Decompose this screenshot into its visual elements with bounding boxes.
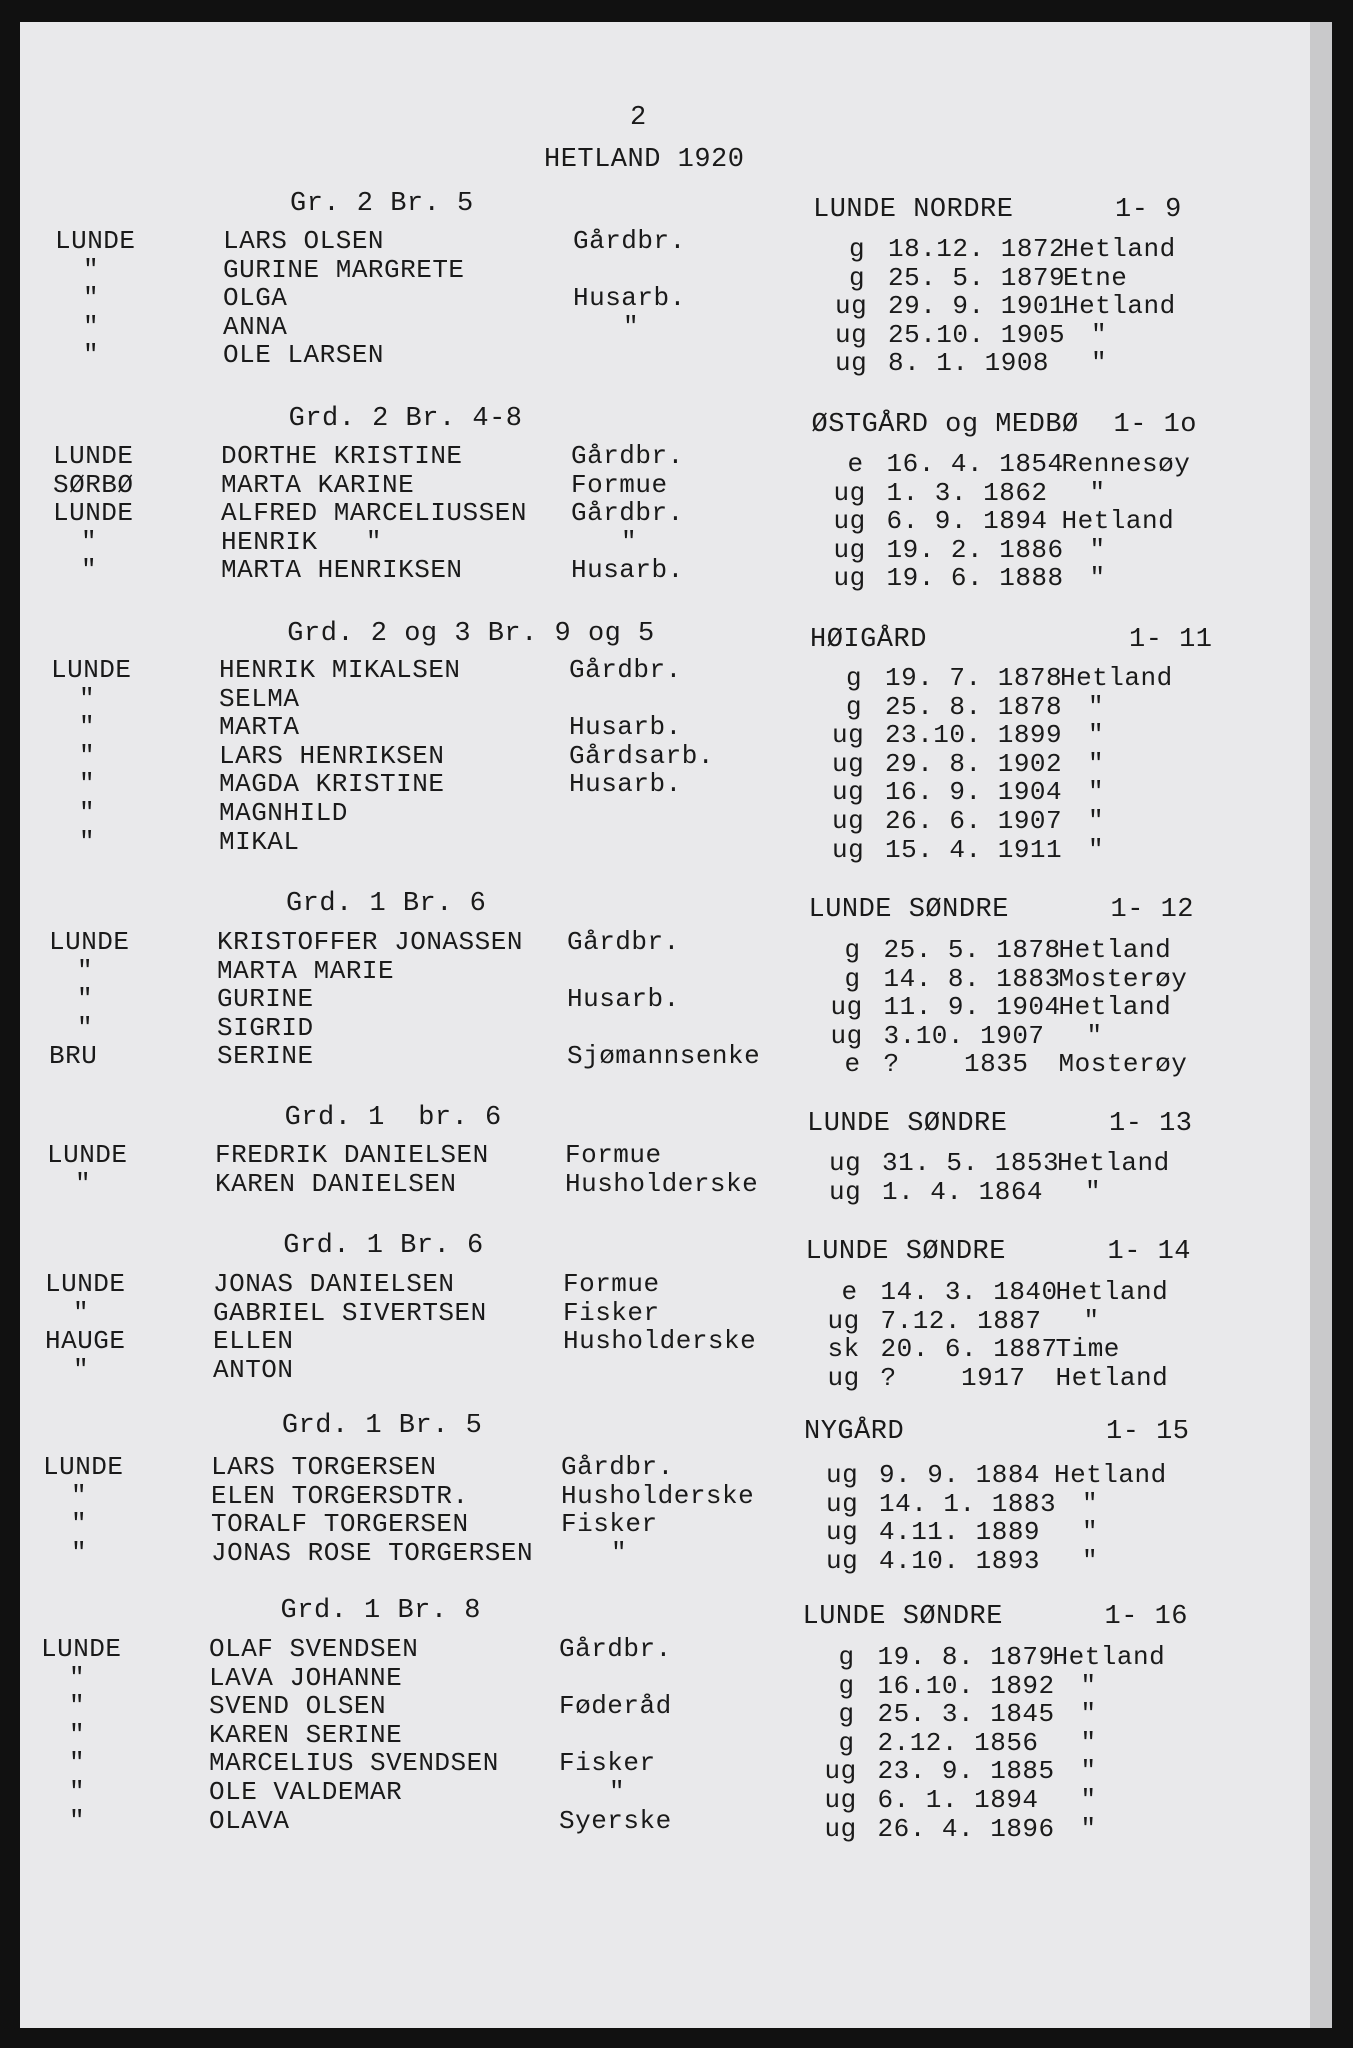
row-surname: ": [79, 740, 96, 771]
row-marital-status: e: [844, 1049, 861, 1080]
row-surname: ": [79, 798, 96, 828]
row-birth-place: ": [1089, 563, 1106, 594]
row-marital-status: ug: [826, 1545, 859, 1576]
row-name: MAGDA KRISTINE: [219, 769, 445, 800]
row-marital-status: ug: [833, 477, 866, 508]
row-occupation: ": [623, 311, 640, 342]
row-surname: LUNDE: [51, 655, 132, 685]
row-birth-place: ": [1088, 777, 1105, 808]
document-page: [20, 22, 1332, 2028]
row-surname: LUNDE: [55, 226, 136, 256]
row-surname: LUNDE: [49, 927, 130, 957]
row-marital-status: ug: [827, 1305, 860, 1336]
group-register-ref: Grd. 1 Br. 6: [285, 889, 487, 919]
row-occupation: Gårdbr.: [571, 498, 684, 529]
row-marital-status: g: [849, 262, 866, 293]
row-name: KAREN DANIELSEN: [215, 1168, 457, 1199]
row-birth-date: 29. 8. 1902: [885, 748, 1063, 779]
row-birth-place: ": [1080, 1756, 1097, 1787]
group-farm-name: NYGÅRD: [804, 1417, 905, 1447]
row-name: GURINE MARGRETE: [223, 254, 465, 285]
row-birth-date: 20. 6. 1887: [880, 1334, 1058, 1365]
row-name: MARTA HENRIKSEN: [221, 555, 463, 586]
row-surname: ": [81, 555, 98, 586]
row-marital-status: ug: [832, 806, 865, 836]
row-birth-place: ": [1080, 1813, 1097, 1844]
row-marital-status: g: [846, 663, 863, 693]
row-occupation: Gårdbr.: [561, 1452, 674, 1482]
row-marital-status: ug: [824, 1813, 857, 1844]
row-birth-place: ": [1088, 806, 1105, 836]
row-name: MARTA KARINE: [221, 469, 415, 500]
row-birth-date: ? 1917: [880, 1362, 1026, 1393]
row-marital-status: e: [841, 1277, 858, 1307]
row-birth-place: Mosterøy: [1058, 963, 1188, 994]
row-marital-status: e: [847, 449, 864, 479]
row-birth-date: 4.11. 1889: [879, 1517, 1041, 1548]
group-farm-name: LUNDE SØNDRE: [808, 895, 1009, 925]
row-marital-status: g: [838, 1727, 855, 1758]
row-birth-place: Hetland: [1063, 234, 1176, 264]
row-marital-status: g: [844, 963, 861, 994]
row-name: SIGRID: [217, 1012, 314, 1043]
row-name: JONAS ROSE TORGERSEN: [211, 1537, 534, 1568]
row-birth-place: ": [1091, 319, 1108, 350]
row-birth-date: 16. 9. 1904: [885, 777, 1063, 808]
row-name: OLE VALDEMAR: [209, 1777, 403, 1807]
row-surname: LUNDE: [43, 1452, 124, 1482]
row-birth-date: 14. 1. 1883: [879, 1488, 1057, 1519]
row-surname: HAUGE: [45, 1326, 126, 1357]
row-surname: ": [79, 826, 96, 857]
row-birth-date: 6. 9. 1894: [886, 506, 1048, 537]
row-surname: ": [69, 1777, 86, 1807]
row-marital-status: ug: [832, 748, 865, 779]
row-name: OLAVA: [209, 1805, 290, 1836]
row-occupation: Gårdbr.: [569, 655, 682, 685]
row-birth-date: 26. 4. 1896: [877, 1813, 1055, 1844]
group-farm-name: ØSTGÅRD og MEDBØ: [811, 410, 1079, 440]
row-marital-status: ug: [833, 534, 866, 565]
row-birth-date: 19. 8. 1879: [877, 1642, 1055, 1672]
row-name: OLGA: [223, 283, 288, 314]
group-farm-number: 1- 9: [1115, 195, 1182, 225]
row-birth-place: ": [1088, 691, 1105, 722]
row-birth-date: 2.12. 1856: [877, 1727, 1039, 1758]
row-birth-date: 19. 2. 1886: [886, 534, 1064, 565]
row-name: MAGNHILD: [219, 798, 348, 828]
row-surname: ": [81, 526, 98, 557]
row-birth-place: ": [1085, 1176, 1102, 1207]
row-surname: ": [69, 1805, 86, 1836]
row-birth-date: 8. 1. 1908: [888, 348, 1050, 379]
row-name: ANNA: [223, 311, 288, 342]
row-birth-place: ": [1080, 1785, 1097, 1815]
row-occupation: Gårdbr.: [567, 927, 680, 957]
row-birth-place: Hetland: [1058, 992, 1172, 1023]
row-birth-date: 25. 5. 1879: [888, 262, 1066, 293]
row-name: TORALF TORGERSEN: [211, 1509, 469, 1540]
row-marital-status: ug: [835, 319, 868, 350]
row-name: KRISTOFFER JONASSEN: [217, 927, 523, 957]
group-farm-name: HØIGÅRD: [810, 625, 927, 655]
row-marital-status: g: [838, 1699, 855, 1730]
row-marital-status: ug: [824, 1785, 857, 1815]
group-farm-name: LUNDE SØNDRE: [807, 1109, 1008, 1139]
row-marital-status: ug: [833, 563, 866, 594]
group-farm-number: 1- 14: [1107, 1237, 1192, 1267]
row-birth-place: Mosterøy: [1058, 1049, 1188, 1080]
row-surname: BRU: [49, 1041, 98, 1072]
row-name: MARCELIUS SVENDSEN: [209, 1748, 499, 1779]
row-birth-place: Hetland: [1052, 1642, 1166, 1672]
row-name: GABRIEL SIVERTSEN: [213, 1297, 487, 1328]
row-occupation: ": [611, 1537, 628, 1568]
row-surname: ": [77, 955, 94, 986]
row-surname: ": [79, 683, 96, 714]
row-marital-status: ug: [826, 1488, 859, 1519]
row-occupation: Husarb.: [573, 283, 686, 314]
row-surname: ": [69, 1691, 86, 1722]
row-surname: ": [69, 1748, 86, 1779]
group-register-ref: Grd. 1 br. 6: [284, 1103, 502, 1133]
row-surname: LUNDE: [41, 1634, 122, 1664]
row-birth-place: ": [1088, 720, 1105, 751]
row-name: SVEND OLSEN: [209, 1691, 387, 1722]
row-name: JONAS DANIELSEN: [213, 1269, 455, 1299]
row-birth-place: ": [1082, 1545, 1099, 1576]
row-occupation: Fisker: [563, 1297, 660, 1328]
row-name: DORTHE KRISTINE: [221, 441, 463, 471]
row-marital-status: ug: [824, 1756, 857, 1787]
row-birth-date: 1. 3. 1862: [886, 477, 1048, 508]
row-occupation: Gårdbr.: [559, 1634, 672, 1664]
row-birth-place: Hetland: [1055, 1362, 1169, 1393]
group-farm-number: 1- 11: [1129, 625, 1213, 655]
row-birth-place: ": [1082, 1517, 1099, 1548]
row-surname: SØRBØ: [53, 469, 134, 500]
row-birth-date: 6. 1. 1894: [877, 1785, 1039, 1815]
row-marital-status: ug: [829, 1176, 862, 1207]
row-birth-place: ": [1080, 1670, 1097, 1701]
row-occupation: Husarb.: [571, 555, 684, 586]
row-name: MARTA MARIE: [217, 955, 395, 986]
row-name: HENRIK ": [221, 526, 383, 557]
row-surname: ": [77, 1012, 94, 1043]
row-birth-date: 25. 3. 1845: [877, 1699, 1055, 1730]
row-surname: LUNDE: [47, 1140, 128, 1170]
row-name: LAVA JOHANNE: [209, 1662, 403, 1693]
row-occupation: Gårdbr.: [571, 441, 684, 471]
group-farm-name: LUNDE SØNDRE: [802, 1602, 1003, 1632]
row-name: OLAF SVENDSEN: [209, 1634, 419, 1664]
row-surname: ": [71, 1537, 88, 1568]
row-occupation: ": [621, 526, 638, 557]
row-birth-date: 29. 9. 1901: [888, 291, 1066, 322]
row-surname: ": [83, 340, 100, 371]
row-surname: ": [83, 283, 100, 314]
row-marital-status: g: [838, 1670, 855, 1701]
row-birth-date: 15. 4. 1911: [885, 834, 1063, 865]
row-birth-place: ": [1080, 1727, 1097, 1758]
row-surname: ": [75, 1168, 92, 1199]
group-farm-name: LUNDE NORDRE: [813, 195, 1014, 225]
row-birth-date: 19. 6. 1888: [886, 563, 1064, 594]
row-occupation: Formue: [571, 469, 668, 500]
row-birth-place: Hetland: [1055, 1277, 1169, 1307]
row-name: ALFRED MARCELIUSSEN: [221, 498, 527, 529]
row-marital-status: g: [838, 1642, 855, 1672]
row-surname: ": [73, 1354, 90, 1385]
row-surname: ": [83, 254, 100, 285]
group-register-ref: Grd. 1 Br. 8: [280, 1596, 481, 1626]
group-farm-number: 1- 13: [1109, 1109, 1193, 1139]
row-occupation: Husarb.: [567, 984, 680, 1015]
row-marital-status: ug: [826, 1460, 859, 1490]
row-marital-status: ug: [835, 291, 868, 322]
row-birth-date: 26. 6. 1907: [885, 806, 1063, 836]
row-birth-place: ": [1088, 834, 1105, 865]
row-birth-date: 25.10. 1905: [888, 319, 1066, 350]
row-surname: ": [69, 1662, 86, 1693]
row-birth-date: 1. 4. 1864: [882, 1176, 1044, 1207]
row-birth-place: ": [1091, 348, 1108, 379]
group-register-ref: Grd. 2 Br. 4-8: [288, 404, 523, 434]
row-surname: ": [69, 1719, 86, 1750]
row-marital-status: ug: [833, 506, 866, 537]
row-surname: ": [71, 1480, 88, 1511]
row-surname: LUNDE: [53, 441, 134, 471]
row-birth-place: Hetland: [1061, 506, 1175, 537]
row-occupation: Gårdsarb.: [569, 740, 714, 771]
row-occupation: Husholderske: [563, 1326, 757, 1357]
row-birth-date: 18.12. 1872: [888, 234, 1066, 264]
row-marital-status: ug: [827, 1362, 860, 1393]
row-birth-date: 31. 5. 1853: [882, 1148, 1060, 1178]
row-birth-place: Hetland: [1063, 291, 1176, 322]
row-marital-status: ug: [832, 720, 865, 751]
row-marital-status: ug: [830, 1020, 863, 1051]
page-title: HETLAND 1920: [544, 145, 745, 175]
group-farm-number: 1- 12: [1110, 895, 1195, 925]
row-name: ANTON: [213, 1354, 294, 1385]
row-marital-status: ug: [829, 1148, 862, 1178]
row-occupation: Føderåd: [559, 1691, 672, 1722]
row-marital-status: ug: [832, 777, 865, 808]
group-farm-number: 1- 16: [1104, 1602, 1189, 1632]
row-marital-status: sk: [827, 1334, 860, 1365]
row-surname: LUNDE: [53, 498, 134, 529]
row-birth-date: 3.10. 1907: [883, 1020, 1045, 1051]
row-birth-date: 14. 3. 1840: [880, 1277, 1058, 1307]
row-name: MARTA: [219, 712, 300, 743]
row-name: OLE LARSEN: [223, 340, 385, 371]
row-birth-date: 14. 8. 1883: [883, 963, 1061, 994]
row-birth-date: 11. 9. 1904: [883, 992, 1061, 1023]
group-farm-name: LUNDE SØNDRE: [805, 1237, 1006, 1267]
row-surname: ": [79, 769, 96, 800]
row-surname: ": [77, 984, 94, 1015]
row-occupation: Husarb.: [569, 712, 682, 743]
row-birth-date: 19. 7. 1878: [885, 663, 1063, 693]
row-occupation: Sjømannsenke: [567, 1041, 761, 1072]
row-birth-place: Hetland: [1058, 935, 1172, 965]
row-birth-place: ": [1088, 748, 1105, 779]
row-birth-date: 9. 9. 1884: [879, 1460, 1041, 1490]
row-surname: ": [79, 712, 96, 743]
row-name: GURINE: [217, 984, 314, 1015]
row-occupation: ": [609, 1777, 626, 1807]
group-register-ref: Grd. 2 og 3 Br. 9 og 5: [287, 619, 655, 649]
row-surname: LUNDE: [45, 1269, 126, 1299]
row-occupation: Husarb.: [569, 769, 682, 800]
row-birth-place: ": [1082, 1488, 1099, 1519]
row-birth-place: Hetland: [1060, 663, 1173, 693]
row-birth-place: Etne: [1063, 262, 1128, 293]
row-birth-place: Hetland: [1057, 1148, 1170, 1178]
row-birth-date: 16.10. 1892: [877, 1670, 1055, 1701]
row-occupation: Syerske: [559, 1805, 672, 1836]
group-farm-number: 1- 1o: [1113, 410, 1198, 440]
row-marital-status: g: [844, 935, 861, 965]
row-occupation: Formue: [563, 1269, 660, 1299]
row-marital-status: g: [849, 234, 866, 264]
row-birth-date: 25. 8. 1878: [885, 691, 1063, 722]
row-occupation: Husholderske: [561, 1480, 755, 1511]
row-marital-status: g: [846, 691, 863, 722]
row-birth-date: 23. 9. 1885: [877, 1756, 1055, 1787]
row-surname: ": [71, 1509, 88, 1540]
group-farm-number: 1- 15: [1106, 1417, 1190, 1447]
row-birth-date: 23.10. 1899: [885, 720, 1063, 751]
row-name: SELMA: [219, 683, 300, 714]
row-birth-place: ": [1083, 1305, 1100, 1336]
row-marital-status: ug: [826, 1517, 859, 1548]
row-birth-date: 16. 4. 1854: [886, 449, 1064, 479]
row-occupation: Fisker: [561, 1509, 658, 1540]
row-name: LARS TORGERSEN: [211, 1452, 437, 1482]
row-occupation: Husholderske: [565, 1168, 759, 1199]
row-birth-place: ": [1080, 1699, 1097, 1730]
row-birth-place: ": [1089, 534, 1106, 565]
row-name: ELLEN: [213, 1326, 294, 1357]
group-register-ref: Grd. 1 Br. 5: [281, 1411, 483, 1441]
row-birth-date: 4.10. 1893: [879, 1545, 1041, 1576]
row-birth-place: Rennesøy: [1061, 449, 1191, 479]
group-register-ref: Grd. 1 Br. 6: [283, 1231, 484, 1261]
row-marital-status: ug: [832, 834, 865, 865]
row-name: FREDRIK DANIELSEN: [215, 1140, 489, 1170]
row-name: HENRIK MIKALSEN: [219, 655, 461, 685]
row-birth-date: 7.12. 1887: [880, 1305, 1042, 1336]
row-occupation: Formue: [565, 1140, 662, 1170]
row-surname: ": [83, 311, 100, 342]
row-name: KAREN SERINE: [209, 1719, 403, 1750]
row-name: ELEN TORGERSDTR.: [211, 1480, 469, 1511]
row-birth-place: ": [1089, 477, 1106, 508]
row-birth-date: 25. 5. 1878: [883, 935, 1061, 965]
row-name: LARS HENRIKSEN: [219, 740, 445, 771]
row-occupation: Gårdbr.: [573, 226, 686, 256]
row-name: MIKAL: [219, 826, 300, 857]
row-name: LARS OLSEN: [223, 226, 385, 256]
row-name: SERINE: [217, 1041, 314, 1072]
row-birth-place: Hetland: [1054, 1460, 1167, 1490]
row-occupation: Fisker: [559, 1748, 656, 1779]
row-marital-status: ug: [835, 348, 868, 379]
group-register-ref: Gr. 2 Br. 5: [290, 189, 474, 219]
row-surname: ": [73, 1297, 90, 1328]
row-birth-place: Time: [1055, 1334, 1120, 1365]
row-marital-status: ug: [830, 992, 863, 1023]
row-birth-place: ": [1086, 1020, 1103, 1051]
page-number: 2: [630, 103, 647, 133]
row-birth-date: ? 1835: [883, 1049, 1029, 1080]
